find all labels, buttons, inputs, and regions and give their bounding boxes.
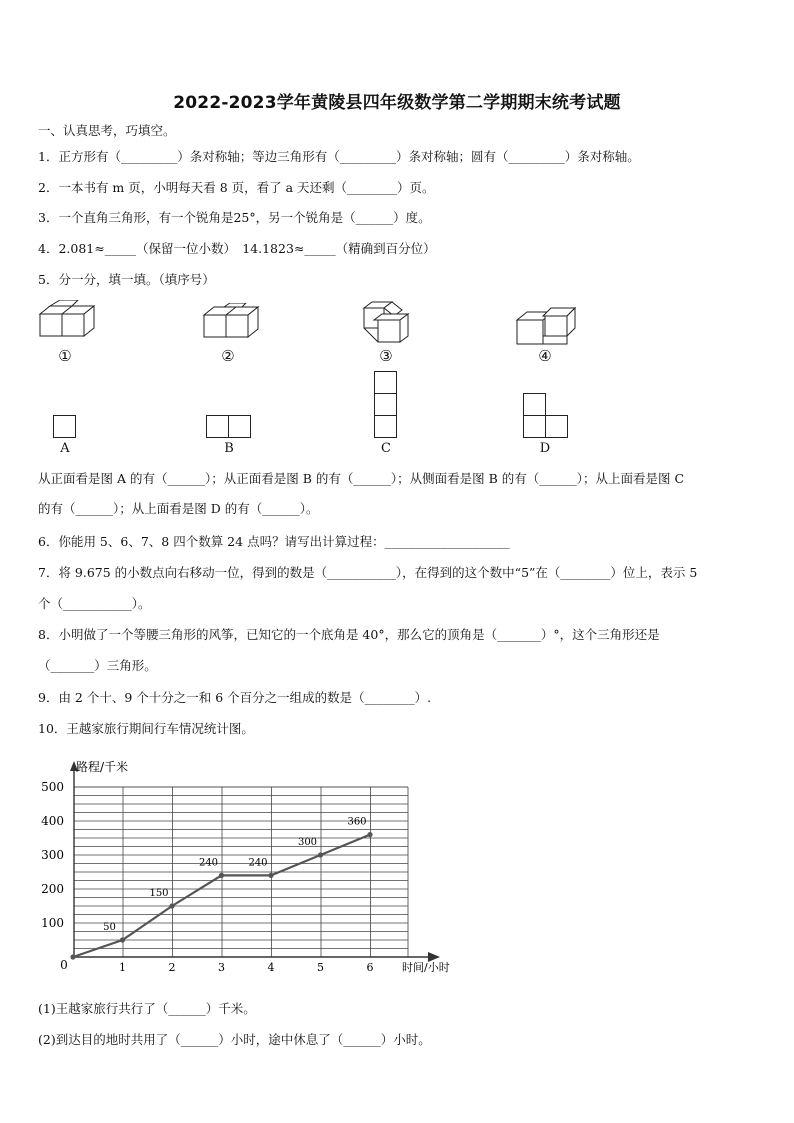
data-label: 240 — [198, 857, 219, 869]
question-1: 1．正方形有（_________）条对称轴；等边三角形有（_________）条对称轴；圆有（_________）条对称轴。 — [38, 149, 640, 164]
data-label: 300 — [297, 837, 318, 848]
y-tick-label: 100 — [41, 916, 64, 930]
data-point — [318, 852, 323, 857]
question-8-line2: （_______）三角形。 — [38, 658, 157, 673]
chart-series — [70, 832, 372, 960]
question-8-line1: 8．小明做了一个等腰三角形的风筝，已知它的一个底角是 40°，那么它的顶角是（_______）°，这个三角形还是 — [38, 627, 660, 642]
question-10-sub1: (1)王越家旅行共行了（______）千米。 — [38, 1001, 256, 1016]
section-heading: 一、认真思考，巧填空。 — [38, 123, 176, 138]
question-5: 5．分一分，填一填。（填序号） — [38, 272, 215, 287]
view-label-d: D — [539, 441, 551, 456]
y-tick-label: 500 — [41, 780, 64, 794]
x-tick-label: 6 — [366, 961, 374, 974]
chart-x-label: 时间/小时 — [402, 961, 450, 974]
question-10: 10．王越家旅行期间行车情况统计图。 — [38, 721, 254, 736]
question-3: 3．一个直角三角形，有一个锐角是25°，另一个锐角是（______）度。 — [38, 210, 431, 225]
data-point — [219, 873, 224, 878]
view-label-a: A — [60, 441, 70, 456]
y-tick-label: 300 — [41, 848, 64, 862]
view-label-b: B — [224, 441, 234, 456]
solid-label-4: ④ — [538, 347, 552, 365]
origin-label: 0 — [60, 958, 68, 972]
view-label-c: C — [381, 441, 391, 456]
chart-y-label: 路程/千米 — [76, 760, 129, 774]
solid-label-2: ② — [221, 347, 235, 365]
question-6: 6．你能用 5、6、7、8 四个数算 24 点吗？请写出计算过程：____________________ — [38, 534, 510, 549]
solid-figure-4 — [515, 306, 577, 349]
data-point — [169, 903, 174, 908]
question-2: 2．一本书有 m 页，小明每天看 8 页，看了 a 天还剩（________）页。 — [38, 180, 435, 195]
travel-line-chart — [30, 755, 470, 980]
data-point — [367, 832, 372, 837]
question-5-answer-line1: 从正面看是图 A 的有（______）；从正面看是图 B 的有（______）；从侧面看是图 B 的有（______）；从上面看是图 C — [38, 471, 685, 486]
data-label: 360 — [347, 816, 367, 828]
x-tick-label: 5 — [317, 961, 324, 974]
y-tick-label: 200 — [41, 882, 64, 896]
solid-label-3: ③ — [379, 347, 393, 365]
question-9: 9．由 2 个十、9 个十分之一和 6 个百分之一组成的数是（________）. — [38, 690, 432, 705]
x-tick-label: 4 — [267, 961, 275, 974]
question-5-answer-line2: 的有（______）；从上面看是图 D 的有（______）。 — [38, 501, 319, 516]
data-label: 240 — [248, 857, 268, 869]
series-line — [73, 835, 370, 957]
question-10-sub2: (2)到达目的地时共用了（______）小时，途中休息了（______）小时。 — [38, 1032, 431, 1047]
data-point — [268, 873, 273, 878]
solid-figure-1 — [38, 300, 96, 345]
solid-figure-3 — [362, 300, 410, 349]
x-tick-label: 1 — [119, 961, 126, 974]
x-tick-label: 3 — [218, 961, 225, 974]
data-label: 150 — [149, 888, 169, 899]
page-title: 2022-2023学年黄陵县四年级数学第二学期期末统考试题 — [173, 93, 621, 113]
question-7-line2: 个（___________）。 — [38, 596, 151, 611]
solid-figure-2 — [202, 303, 260, 346]
y-tick-label: 400 — [41, 814, 64, 828]
x-tick-label: 2 — [168, 961, 176, 974]
chart-labels — [41, 780, 373, 974]
chart-grid — [74, 787, 408, 957]
question-7-line1: 7．将 9.675 的小数点向右移动一位，得到的数是（___________），在得到的这个数中“5”在（________）位上，表示 5 — [38, 565, 698, 580]
data-point — [70, 954, 75, 959]
solid-label-1: ① — [58, 347, 72, 365]
question-4: 4．2.081≈_____（保留一位小数） 14.1823≈_____（精确到百分位） — [38, 241, 436, 256]
data-label: 50 — [103, 922, 116, 933]
data-point — [120, 937, 125, 942]
